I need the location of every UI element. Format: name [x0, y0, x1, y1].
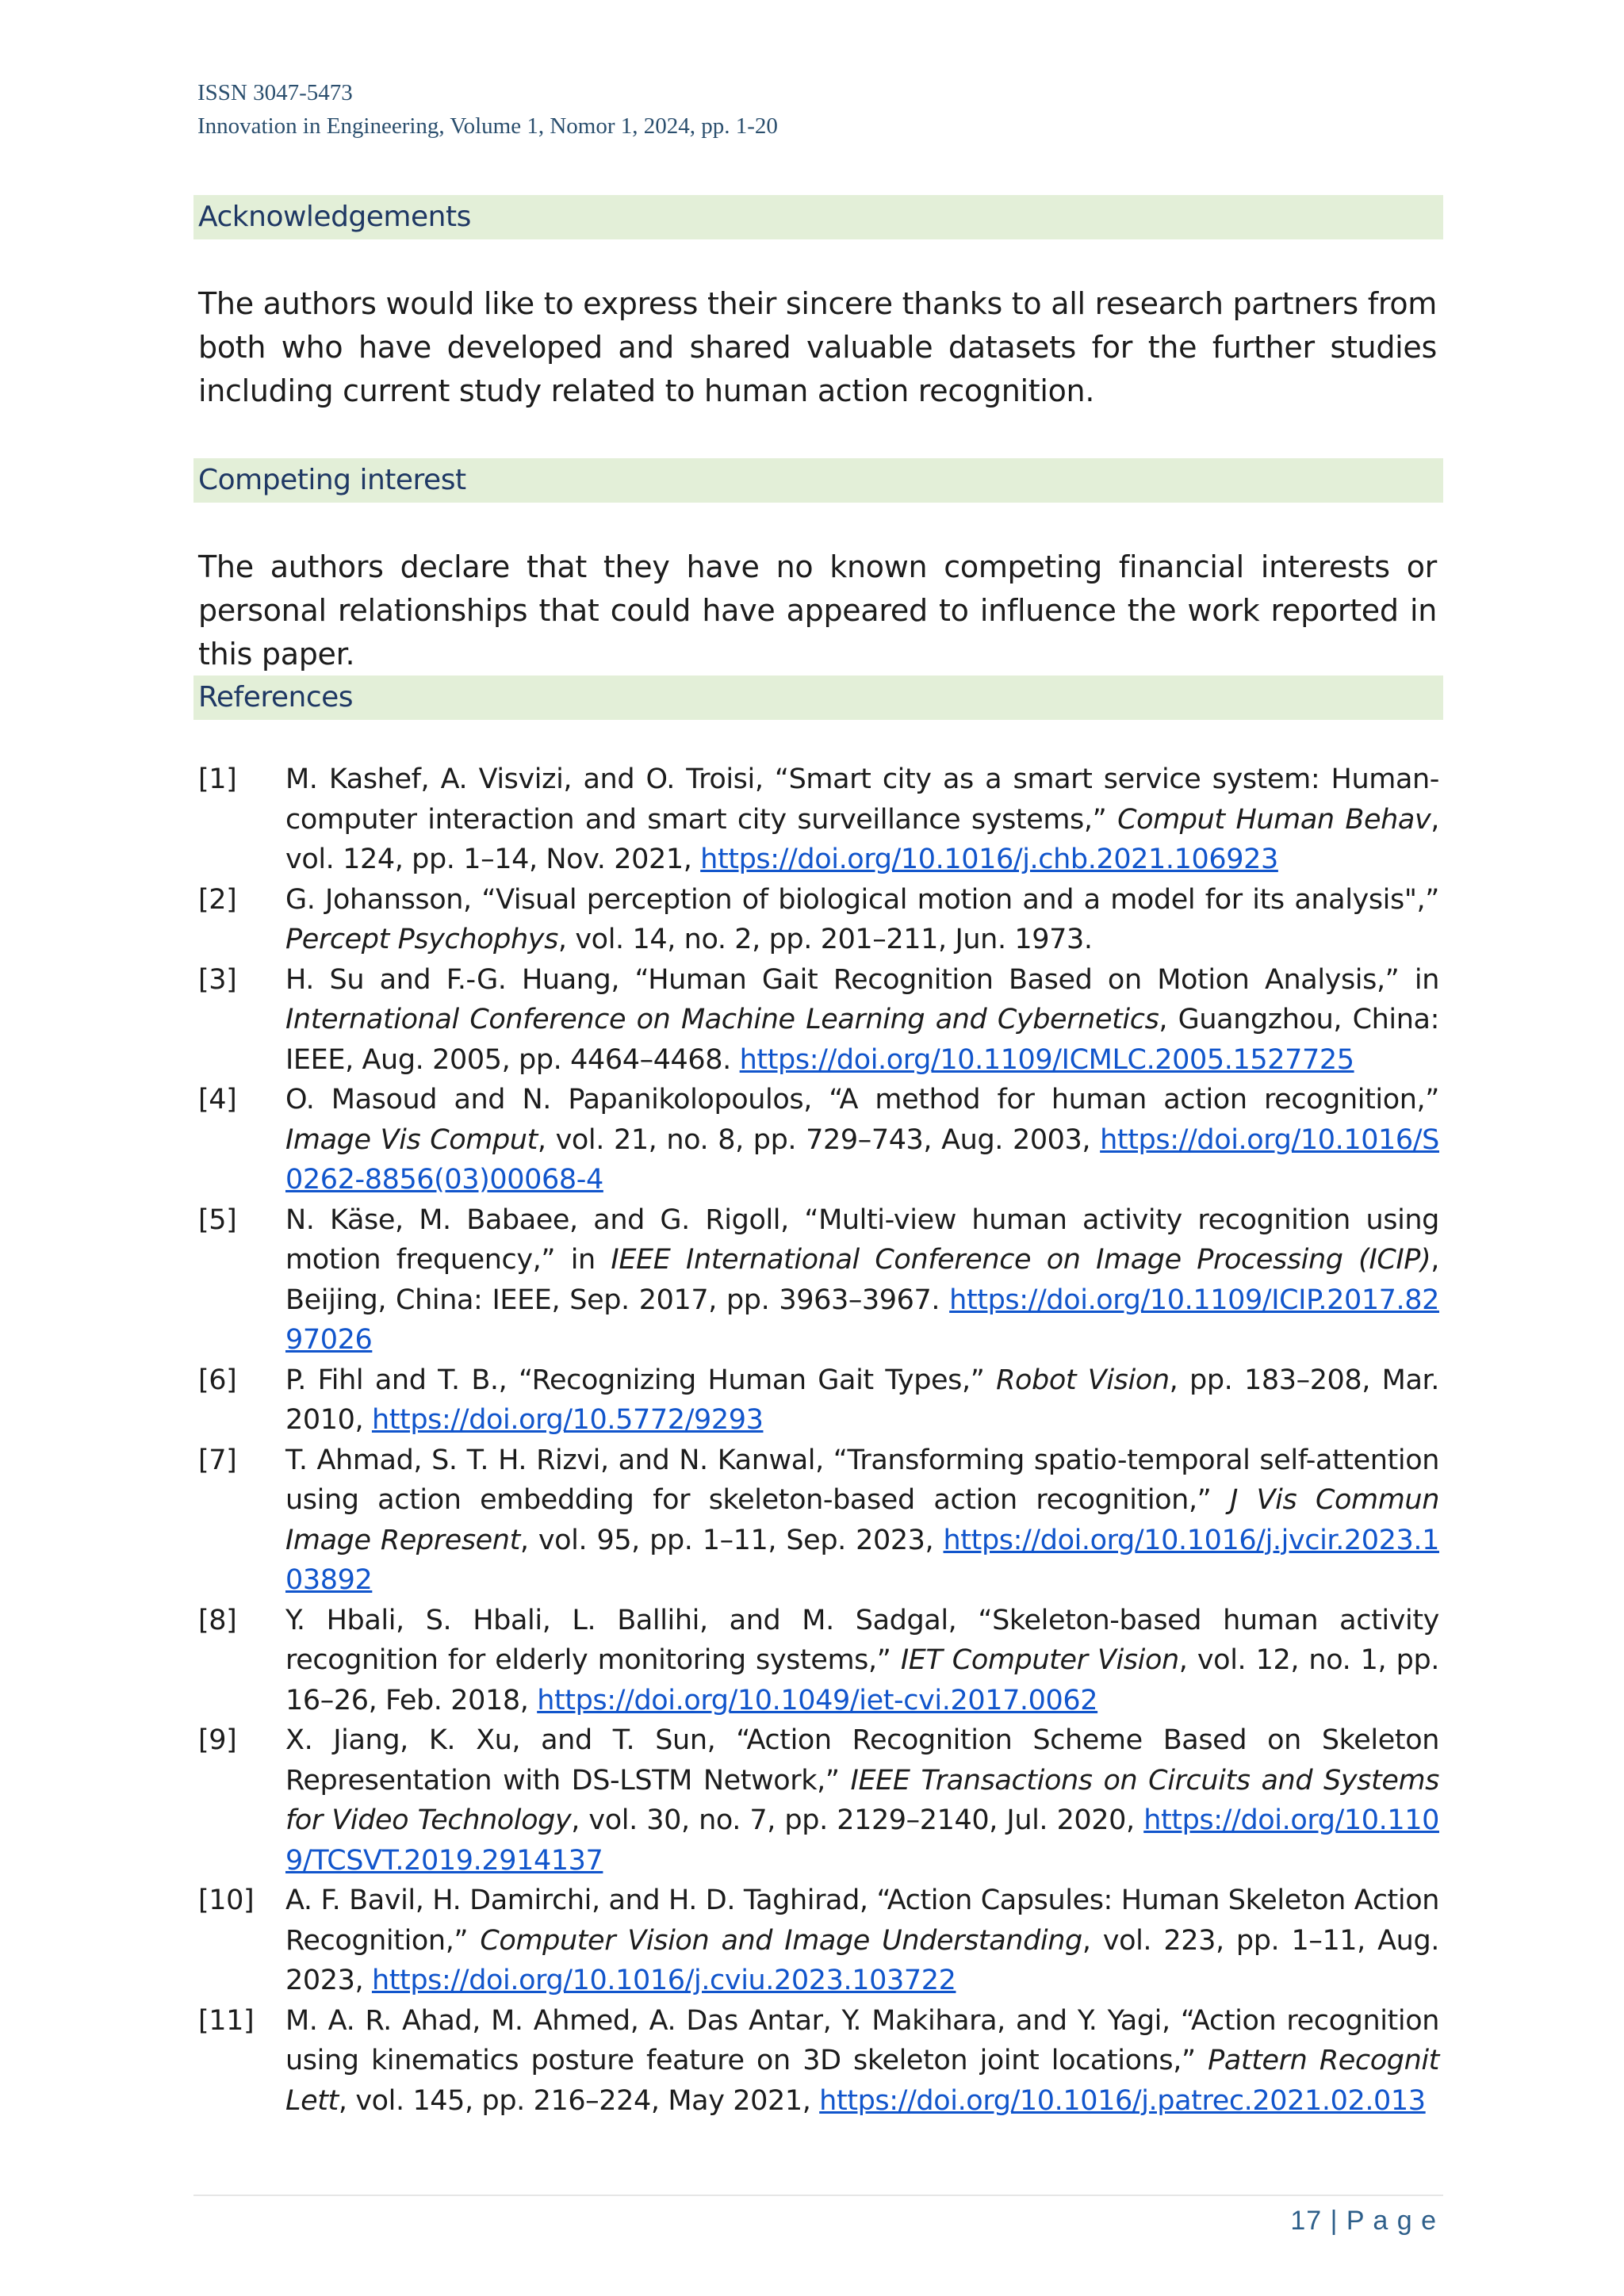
reference-source: Percept Psychophys — [285, 924, 558, 955]
reference-item — [198, 2001, 1439, 2122]
reference-text — [285, 1720, 1439, 1881]
reference-source: Image Vis Comput — [285, 1123, 538, 1156]
reference-item — [198, 1080, 1439, 1200]
reference-authors-title: X. Jiang, K. Xu, and T. Sun, “Action Recognition Scheme Based on Skeleton Representation with DS-LSTM Network,” — [285, 1724, 1439, 1797]
reference-details: , vol. 124, pp. 1–14, Nov. 2021, — [285, 803, 1439, 875]
reference-item — [198, 1720, 1439, 1881]
reference-details: , vol. 21, no. 8, pp. 729–743, Aug. 2003, — [537, 1123, 1091, 1156]
reference-source: Robot Vision — [996, 1364, 1170, 1396]
reference-text — [285, 1601, 1439, 1721]
reference-details: , Beijing, China: IEEE, Sep. 2017, pp. 3963–3967. — [285, 1244, 1439, 1316]
reference-source: Computer Vision and Image Understanding — [480, 1924, 1082, 1957]
reference-authors-title: N. Käse, M. Babaee, and G. Rigoll, “Multi-view human activity recognition using motion frequency,” in — [285, 1203, 1439, 1276]
doi-link[interactable]: https://doi.org/10.1109/TCSVT.2019.2914137 — [285, 1804, 1439, 1877]
acknowledgements-text: The authors would like to express their sincere thanks to all research partners from both who have developed and shared valuable datasets for the further studies including current study related to human action recognition. — [198, 286, 1437, 408]
reference-text — [285, 1080, 1439, 1200]
reference-text — [285, 960, 1439, 1081]
reference-authors-title: M. A. R. Ahad, M. Ahmed, A. Das Antar, Y. Makihara, and Y. Yagi, “Action recognition using kinematics posture feature on 3D skeleton joint locations,” — [285, 2004, 1439, 2076]
reference-item — [198, 1360, 1439, 1441]
doi-link[interactable]: https://doi.org/10.5772/9293 — [371, 1404, 764, 1436]
reference-number: [6] — [198, 1364, 237, 1396]
journal-line: Innovation in Engineering, Volume 1, Nomor 1, 2024, pp. 1-20 — [197, 113, 778, 139]
reference-number: [11] — [198, 2004, 255, 2037]
reference-item — [198, 760, 1439, 880]
reference-source: Pattern Recognit Lett — [285, 2045, 1440, 2117]
reference-item — [198, 1881, 1439, 2001]
reference-authors-title: Y. Hbali, S. Hbali, L. Ballihi, and M. Sadgal, “Skeleton-based human activity recognition for elderly monitoring systems,” — [285, 1604, 1439, 1676]
reference-text — [285, 1200, 1439, 1360]
reference-number: [3] — [198, 963, 237, 996]
reference-text — [285, 760, 1439, 880]
reference-text — [285, 2001, 1439, 2122]
references-heading: References — [198, 681, 354, 714]
reference-authors-title: H. Su and F.-G. Huang, “Human Gait Recognition Based on Motion Analysis,” in — [285, 963, 1439, 996]
doi-link[interactable]: https://doi.org/10.1016/j.patrec.2021.02.013 — [819, 2084, 1426, 2117]
reference-authors-title: G. Johansson, “Visual perception of biological motion and a model for its analysis",” — [285, 883, 1439, 916]
reference-text — [285, 880, 1439, 960]
reference-number: [5] — [198, 1203, 237, 1236]
journal-header — [197, 76, 778, 143]
reference-details: , vol. 223, pp. 1–11, Aug. 2023, — [285, 1924, 1439, 1996]
reference-authors-title: A. F. Bavil, H. Damirchi, and H. D. Taghirad, “Action Capsules: Human Skeleton Action Recognition,” — [285, 1885, 1439, 1957]
reference-number: [4] — [198, 1084, 237, 1115]
reference-details: , pp. 183–208, Mar. 2010, — [285, 1364, 1439, 1436]
reference-number: [7] — [198, 1444, 237, 1476]
doi-link[interactable]: https://doi.org/10.1016/j.cviu.2023.103722 — [371, 1965, 956, 1996]
reference-text — [285, 1360, 1439, 1441]
reference-number: [2] — [198, 883, 237, 916]
reference-details: , vol. 95, pp. 1–11, Sep. 2023, — [519, 1524, 934, 1556]
acknowledgements-heading-bar — [193, 195, 1443, 239]
page-number: 17 | P a g e — [1290, 2206, 1437, 2236]
doi-link[interactable]: https://doi.org/10.1016/S0262-8856(03)00068-4 — [285, 1123, 1440, 1196]
reference-authors-title: M. Kashef, A. Visvizi, and O. Troisi, “Smart city as a smart service system: Human-computer interaction and smart city surveillance systems,” — [285, 763, 1439, 836]
competing-interest-text: The authors declare that they have no known competing financial interests or personal relationships that could have appeared to influence the work reported in this paper. — [198, 549, 1437, 672]
reference-item — [198, 880, 1439, 960]
reference-number: [1] — [198, 763, 237, 795]
reference-source: IEEE International Conference on Image Processing (ICIP) — [611, 1244, 1431, 1276]
footer-divider — [193, 2195, 1443, 2196]
issn-line: ISSN 3047-5473 — [197, 80, 353, 105]
reference-details: , vol. 12, no. 1, pp. 16–26, Feb. 2018, — [285, 1644, 1439, 1716]
reference-item — [198, 960, 1439, 1081]
reference-text — [285, 1881, 1439, 2001]
reference-source: IET Computer Vision — [900, 1644, 1179, 1676]
reference-source: IEEE Transactions on Circuits and Systems for Video Technology — [285, 1764, 1439, 1836]
doi-link[interactable]: https://doi.org/10.1049/iet-cvi.2017.0062 — [537, 1684, 1098, 1716]
reference-item — [198, 1601, 1439, 1721]
reference-authors-title: T. Ahmad, S. T. H. Rizvi, and N. Kanwal, “Transforming spatio-temporal self-attention using action embedding for skeleton-based action recognition,” — [285, 1444, 1439, 1516]
reference-source: International Conference on Machine Learning and Cybernetics — [285, 1004, 1159, 1035]
reference-number: [9] — [198, 1724, 237, 1756]
reference-source: J Vis Commun Image Represent — [285, 1484, 1439, 1556]
reference-details: , vol. 30, no. 7, pp. 2129–2140, Jul. 2020, — [571, 1804, 1135, 1836]
reference-item — [198, 1200, 1439, 1360]
reference-list — [198, 760, 1439, 2121]
doi-link[interactable]: https://doi.org/10.1109/ICMLC.2005.1527725 — [739, 1043, 1354, 1076]
reference-number: [10] — [198, 1885, 255, 1916]
doi-link[interactable]: https://doi.org/10.1016/j.jvcir.2023.103892 — [285, 1524, 1439, 1596]
reference-text — [285, 1441, 1439, 1601]
reference-authors-title: O. Masoud and N. Papanikolopoulos, “A method for human action recognition,” — [285, 1084, 1439, 1115]
references-heading-bar — [193, 675, 1443, 720]
reference-authors-title: P. Fihl and T. B., “Recognizing Human Gait Types,” — [285, 1364, 985, 1396]
reference-details: , vol. 145, pp. 216–224, May 2021, — [338, 2084, 811, 2117]
reference-number: [8] — [198, 1604, 237, 1636]
competing-interest-heading-bar — [193, 458, 1443, 503]
doi-link[interactable]: https://doi.org/10.1016/j.chb.2021.106923 — [700, 844, 1278, 875]
acknowledgements-heading: Acknowledgements — [198, 201, 471, 233]
reference-details: , Guangzhou, China: IEEE, Aug. 2005, pp. 4464–4468. — [285, 1004, 1439, 1076]
doi-link[interactable]: https://doi.org/10.1109/ICIP.2017.8297026 — [285, 1284, 1440, 1356]
competing-interest-heading: Competing interest — [198, 464, 466, 496]
reference-details: , vol. 14, no. 2, pp. 201–211, Jun. 1973. — [557, 924, 1093, 955]
reference-item — [198, 1441, 1439, 1601]
reference-source: Comput Human Behav — [1117, 803, 1431, 836]
